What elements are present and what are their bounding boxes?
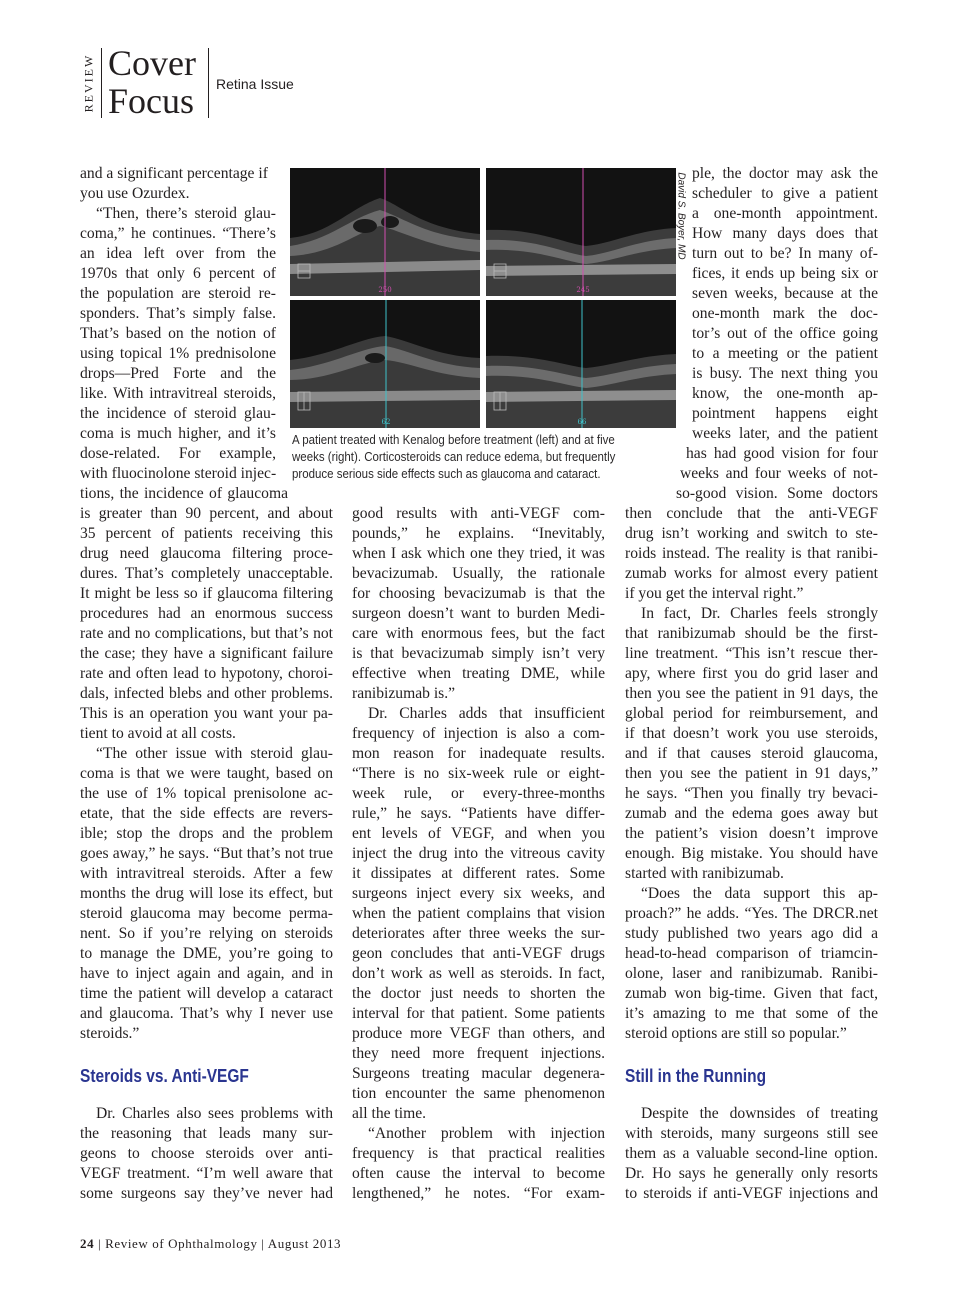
col1-line: months the drug will lose its effect, but — [80, 885, 333, 902]
col3-line: turn out to be? In many of- — [692, 245, 878, 262]
col3-line: drug isn’t working and switch to ste- — [625, 525, 878, 542]
col1-line: procedures had an enormous success — [80, 605, 333, 622]
col3-line: roids instead. The reality is that ranibi- — [625, 545, 878, 562]
col3-line: In fact, Dr. Charles feels strongly — [641, 605, 878, 622]
col2-line: they need more frequent injections. — [352, 1045, 605, 1062]
oct-scan-bottom-left — [290, 300, 480, 428]
col2-line: interval for that patient. Some patients — [352, 1005, 605, 1022]
col3-line: it’s amazing to me that some of the — [625, 1005, 878, 1022]
col3-line: steroid options are still so popular.” — [625, 1025, 847, 1042]
figure-caption — [292, 432, 642, 483]
col2-line: rule,” he says. “Patients have differ- — [352, 805, 605, 822]
col1-line: you use Ozurdex. — [80, 185, 190, 202]
col1-line: the population are steroid re- — [80, 285, 276, 302]
col1-line: dose-related. For example, — [80, 445, 276, 462]
col1-line: using topical 1% prednisolone — [80, 345, 276, 362]
caption-line: A patient treated with Kenalog before treatment (left) and at five — [292, 433, 615, 447]
col3-line: then conclude that the anti-VEGF — [625, 505, 878, 522]
col1-line: drops—Pred Forte and the — [80, 365, 276, 382]
col2-line: week rule, or every-three-months — [352, 785, 605, 802]
col3-line: global period for reimbursement, and — [625, 705, 878, 722]
col3-line: How many days does that — [692, 225, 878, 242]
col3-line: seven weeks, because at the — [692, 285, 878, 302]
col1-line: “Then, there’s steroid glau- — [96, 205, 276, 222]
col3-line: apy, where first you do grid laser and — [625, 665, 878, 682]
col1-line: VEGF treatment. “I’m well aware that — [80, 1165, 333, 1182]
col1-line: 1970s that only 6 percent of — [80, 265, 276, 282]
col1-line: have to inject again and again, and in — [80, 965, 333, 982]
col2-line: when I ask which one they tried, it was — [352, 545, 605, 562]
header-focus: Focus — [108, 81, 195, 121]
col3-line: tor’s out of the office going — [692, 325, 878, 342]
oct-label-62: 62 — [381, 418, 391, 426]
header-divider-left — [101, 48, 102, 118]
col3-line: has had good vision for four — [686, 445, 878, 462]
col2-line: bevacizumab. Usually, the rationale — [352, 565, 605, 582]
journal-name: Review of Ophthalmology — [105, 1236, 258, 1251]
col1-line: rate and no complications, but that’s not — [80, 625, 333, 642]
col2-line: “Another problem with injection — [368, 1125, 605, 1142]
col3-line: then you see the patient in 91 days,” — [625, 765, 878, 782]
col3-line: one-month mark the doc- — [692, 305, 878, 322]
col3-line: to a meeting or the patient — [692, 345, 878, 362]
page-footer: 24 | Review of Ophthalmology | August 2013 — [80, 1236, 342, 1251]
col2-line: often cause the interval to become — [352, 1165, 605, 1182]
col2-line: ent levels of VEGF, and when you — [352, 825, 605, 842]
oct-figure — [290, 168, 678, 428]
subhead-still-in-the-running: Still in the Running — [625, 1066, 767, 1086]
col2-line: mon reason for inadequate results. — [352, 745, 605, 762]
col3-line: proach?” he adds. “Yes. The DRCR.net — [625, 905, 878, 922]
col1-line: time the patient will develop a cataract — [80, 985, 333, 1002]
col2-line: Surgeons treating macular degenera- — [352, 1065, 605, 1082]
header-cover: Cover — [108, 43, 196, 83]
col1-line: with fluocinolone steroid injec- — [80, 465, 276, 482]
col1-line: nent. So if you’re relying on steroids — [80, 925, 333, 942]
col3-line: if you get the interval right.” — [625, 585, 804, 602]
col3-line: Despite the downsides of treating — [641, 1105, 878, 1122]
subhead-steroids-vs-anti-vegf: Steroids vs. Anti-VEGF — [80, 1066, 249, 1086]
col3-line: line treatment. “This isn’t rescue ther- — [625, 645, 878, 662]
col2-line: geon concludes that anti-VEGF drugs — [352, 945, 605, 962]
col3-line: pointment happens eight — [692, 405, 878, 422]
col3-line: started with ranibizumab. — [625, 865, 784, 882]
col2-line: for choosing bevacizumab is that the — [352, 585, 605, 602]
col1-line: coma is much higher, and it’s — [80, 425, 276, 442]
col2-line: lengthened,” he notes. “For exam- — [352, 1185, 605, 1202]
col1-line: dures. That’s completely unacceptable. — [80, 565, 333, 582]
col2-line: produce more VEGF than others, and — [352, 1025, 605, 1042]
col1-line: coma is that we were taught, based on — [80, 765, 333, 782]
oct-scan-top-right — [486, 168, 676, 296]
col1-line: the reasoning that leads many sur- — [80, 1125, 333, 1142]
col1-line: an idea left over from the — [80, 245, 276, 262]
header-divider-right — [208, 48, 209, 118]
oct-label-66: 66 — [577, 418, 587, 426]
col3-line: Dr. Ho says he generally only resorts — [625, 1165, 878, 1182]
col1-line: and glaucoma. That’s why I never use — [80, 1005, 333, 1022]
col2-line: all the time. — [352, 1105, 427, 1122]
col3-line: head-to-head comparison of triamcin- — [625, 945, 878, 962]
col1-line: tient to avoid at all costs. — [80, 725, 236, 742]
section-label-vertical — [80, 48, 98, 118]
col1-line: like. With intravitreal steroids, — [80, 385, 276, 402]
col1-line: coma,” he continues. “There’s — [80, 225, 276, 242]
col1-line: to manage the DME, you’re going to — [80, 945, 333, 962]
col3-line: ple, the doctor may ask the — [692, 165, 878, 182]
col3-line: weeks later, and the patient — [692, 425, 878, 442]
col1-line: steroid glaucoma may become perma- — [80, 905, 333, 922]
col3-line: to steroids if anti-VEGF injections and — [625, 1185, 878, 1202]
col1-line: That’s based on the notion of — [80, 325, 276, 342]
col2-line: the doctor just needs to shorten the — [352, 985, 605, 1002]
col1-line: “The other issue with steroid glau- — [96, 745, 333, 762]
col1-line: dals, infected blebs and other problems. — [80, 685, 333, 702]
caption-line: weeks (right). Corticosteroids can reduce edema, but frequently — [292, 450, 616, 464]
col1-line: goes away,” he says. “But that’s not true — [80, 845, 333, 862]
col3-line: scheduler to give a patient — [692, 185, 878, 202]
col2-line: don’t work as well as steroids. In fact, — [352, 965, 605, 982]
col2-line: Dr. Charles adds that insufficient — [368, 705, 605, 722]
caption-line: produce serious side effects such as glaucoma and cataract. — [292, 467, 601, 481]
col2-line: pounds,” he explains. “Inevitably, — [352, 525, 605, 542]
col3-line: enough. Big mistake. You should have — [625, 845, 878, 862]
col3-line: olone, laser and ranibizumab. Ranibi- — [625, 965, 878, 982]
col3-line: so-good vision. Some doctors — [676, 485, 878, 502]
page-number: 24 — [80, 1236, 95, 1251]
oct-scan-top-left — [290, 168, 480, 296]
col2-line: care with enormous fees, but the fact — [352, 625, 605, 642]
review-label: REVIEW — [81, 53, 96, 113]
col1-line: is greater than 90 percent, and about — [80, 505, 333, 522]
col3-line: know, the one-month ap- — [692, 385, 878, 402]
col2-line: is that bevacizumab simply isn’t very — [352, 645, 605, 662]
photo-credit: David S. Boyer, MD — [675, 172, 687, 260]
col2-line: deteriorates after three weeks the sur- — [352, 925, 605, 942]
col3-line: zumab works for almost every patient — [625, 565, 878, 582]
col2-line: surgeon doesn’t want to burden Medi- — [352, 605, 605, 622]
issue-label: Retina Issue — [216, 76, 294, 92]
col1-line: etate, that the side effects are revers- — [80, 805, 333, 822]
col3-line: weeks and four weeks of not- — [680, 465, 878, 482]
col2-line: frequency of injection is also a com- — [352, 725, 605, 742]
col3-line: and if that causes steroid glaucoma, — [625, 745, 878, 762]
col3-line: he says. “Then you finally try bevaci- — [625, 785, 878, 802]
oct-scan-bottom-right — [486, 300, 676, 428]
col2-line: when the patient complains that vision — [352, 905, 605, 922]
col3-line: zumab and the edema goes away but — [625, 805, 878, 822]
col1-line: some surgeons say they’ve never had — [80, 1185, 333, 1202]
col1-line: the incidence of steroid glau- — [80, 405, 276, 422]
col1-line: Dr. Charles also sees problems with — [96, 1105, 333, 1122]
col2-line: tion encounter the same phenomenon — [352, 1085, 605, 1102]
col3-line: zumab won big-time. Given that fact, — [625, 985, 878, 1002]
col1-line: the use of 1% topical prenisolone ac- — [80, 785, 333, 802]
col1-line: and a significant percentage if — [80, 165, 268, 182]
col1-line: rate and often lead to hypotony, choroi- — [80, 665, 333, 682]
col2-line: inject the drug into the vitreous cavity — [352, 845, 605, 862]
col2-line: effective when treating DME, while — [352, 665, 605, 682]
col1-line: with intravitreal steroids. After a few — [80, 865, 333, 882]
oct-label-245: 245 — [576, 286, 590, 294]
col3-line: fices, it ends up being six or — [692, 265, 878, 282]
col2-line: ranibizumab is.” — [352, 685, 456, 702]
col1-line: geons to choose steroids over anti- — [80, 1145, 333, 1162]
col3-line: that ranibizumab should be the first- — [625, 625, 878, 642]
col1-line: sponders. That’s simply false. — [80, 305, 276, 322]
col1-line: 35 percent of patients receiving this — [80, 525, 333, 542]
issue-date: August 2013 — [267, 1236, 342, 1251]
oct-label-250: 250 — [378, 286, 392, 294]
col1-line: drug need glaucoma filtering proce- — [80, 545, 333, 562]
col1-line: ible; stop the drops and the problem — [80, 825, 333, 842]
col3-line: is busy. The next thing you — [692, 365, 878, 382]
col3-line: if that doesn’t work you use steroids, — [625, 725, 878, 742]
col3-line: the patient’s vision doesn’t improve — [625, 825, 878, 842]
col2-line: frequency is that practical realities — [352, 1145, 605, 1162]
col3-line: then you see the patient in 91 days, the — [625, 685, 878, 702]
col2-line: “There is no six-week rule or eight- — [352, 765, 605, 782]
col2-line: good results with anti-VEGF com- — [352, 505, 605, 522]
col1-line: It might be less so if glaucoma filtering — [80, 585, 333, 602]
col3-line: a one-month appointment. — [692, 205, 878, 222]
col1-line: the case; they have a significant failure — [80, 645, 333, 662]
col3-line: “Does the data support this ap- — [641, 885, 878, 902]
col1-line: tions, the incidence of glaucoma — [80, 485, 288, 502]
col2-line: it dissipates at different rates. Some — [352, 865, 605, 882]
col2-line: surgeons inject every six weeks, and — [352, 885, 605, 902]
col3-line: them as a valuable second-line option. — [625, 1145, 878, 1162]
col1-line: This is an operation you want your pa- — [80, 705, 333, 722]
col3-line: with steroids, many surgeons still see — [625, 1125, 878, 1142]
col1-line: steroids.” — [80, 1025, 140, 1042]
col3-line: study published two years ago did a — [625, 925, 878, 942]
